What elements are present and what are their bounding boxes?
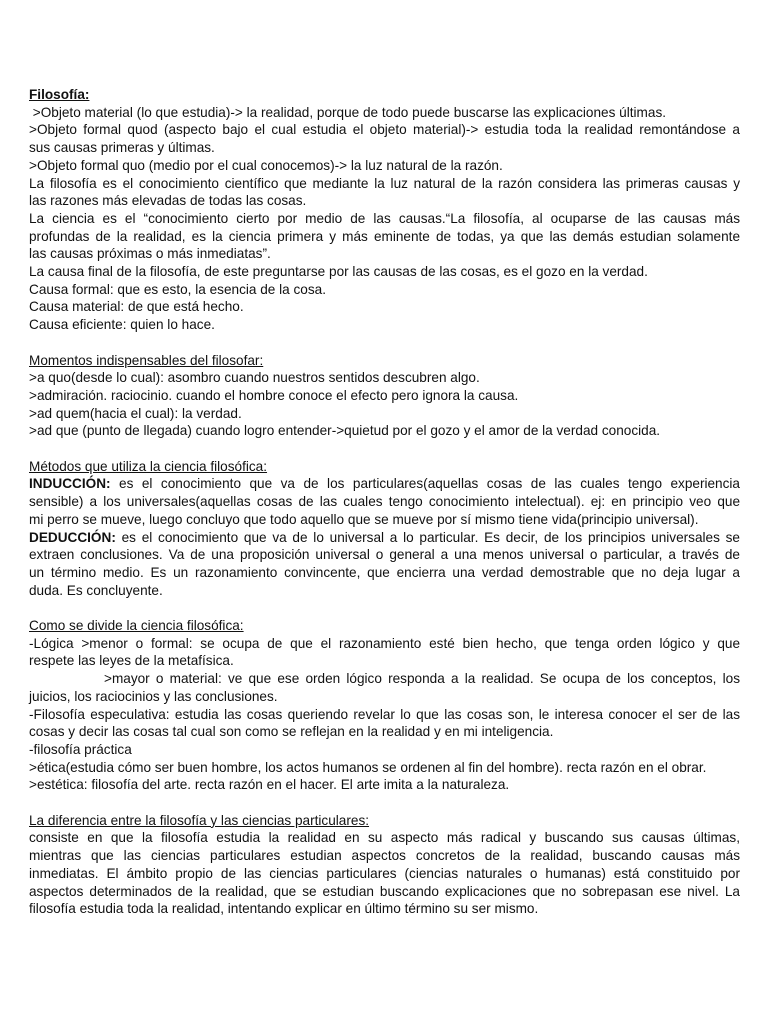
- text-line: aspectos determinados de la realidad, que se estudian buscando explicaciones que no sobrepasan ese nivel. La: [29, 883, 740, 899]
- text-line: cosas y decir las cosas tal cual son como se reflejan en la realidad y en mi inteligencia.: [29, 724, 554, 740]
- text-line: sus causas primeras y últimas.: [29, 140, 215, 156]
- text-line: extraen conclusiones. Va de una proposición universal o general a una menos universal o particular, a través de: [29, 547, 740, 563]
- section-title: Momentos indispensables del filosofar:: [29, 352, 264, 368]
- section-title: Métodos que utiliza la ciencia filosófica:: [29, 458, 268, 474]
- text-line: >ética(estudia cómo ser buen hombre, los actos humanos se ordenen al fin del hombre). recta razón en el obrar.: [29, 759, 707, 775]
- text-line: -filosofía práctica: [29, 741, 132, 757]
- text-line: sensible) a los universales(aquellas cosas de las cuales tengo conocimiento intelectual). ej: en principio veo que: [29, 494, 740, 510]
- text-line: [29, 475, 740, 493]
- paragraph-gap: [29, 599, 740, 617]
- text-line: mientras que las ciencias particulares estudian aspectos concretos de la realidad, buscando causas más: [29, 848, 740, 864]
- paragraph-gap: [29, 334, 740, 352]
- section-title: Como se divide la ciencia filosófica:: [29, 618, 244, 634]
- text-line: >mayor o material: ve que ese orden lógico responda a la realidad. Se ocupa de los conceptos, los: [104, 671, 740, 687]
- text-line: -Lógica >menor o formal: se ocupa de que el razonamiento esté bien hecho, que tenga orden lógico y que: [29, 635, 740, 651]
- text-line: filosofía estudia toda la realidad, intentando explicar en último término su ser mismo.: [29, 901, 539, 917]
- paragraph-gap: [29, 440, 740, 458]
- section-division: [29, 617, 740, 794]
- text-line: >ad que (punto de llegada) cuando logro entender->quietud por el gozo y el amor de la verdad conocida.: [29, 423, 661, 439]
- text-line: -Filosofía especulativa: estudia las cosas queriendo revelar lo que las cosas son, le interesa conocer el ser de las: [29, 706, 740, 722]
- text-line: Causa eficiente: quien lo hace.: [29, 317, 215, 333]
- text-line: >admiración. raciocinio. cuando el hombre conoce el efecto pero ignora la causa.: [29, 387, 519, 403]
- text-line: >Objeto material (lo que estudia)-> la realidad, porque de todo puede buscarse las explicaciones últimas.: [29, 104, 667, 120]
- text-line: las causas próximas o más inmediatas”.: [29, 246, 271, 262]
- text-line: juicios, los raciocinios y las conclusiones.: [29, 688, 278, 704]
- section-metodos: [29, 458, 740, 600]
- section-momentos: [29, 352, 740, 441]
- text-line: respete las leyes de la metafísica.: [29, 653, 234, 669]
- text-line: un término medio. Es un razonamiento convincente, que encierra una verdad demostrable que no deja lugar a: [29, 564, 740, 580]
- section-title: La diferencia entre la filosofía y las ciencias particulares:: [29, 812, 370, 828]
- text-line: >a quo(desde lo cual): asombro cuando nuestros sentidos descubren algo.: [29, 370, 480, 386]
- text-line: >Objeto formal quo (medio por el cual conocemos)-> la luz natural de la razón.: [29, 157, 503, 173]
- text-line: las razones más elevadas de todas las cosas.: [29, 193, 307, 209]
- induccion-text: es el conocimiento que va de los particulares(aquellas cosas de las cuales tengo experiencia: [110, 476, 740, 492]
- text-line: consiste en que la filosofía estudia la realidad en su aspecto más radical y buscando sus causas últimas,: [29, 830, 740, 846]
- text-line: La filosofía es el conocimiento científico que mediante la luz natural de la razón considera las primeras causas y: [29, 175, 740, 191]
- deduccion-term: DEDUCCIÓN:: [29, 529, 116, 545]
- text-line: inmediatas. El ámbito propio de las ciencias particulares (ciencias naturales o humanas) está constituido por: [29, 865, 740, 881]
- induccion-term: INDUCCIÓN:: [29, 476, 111, 492]
- text-line: >ad quem(hacia el cual): la verdad.: [29, 405, 242, 421]
- text-line: profundas de la realidad, es la ciencia primera y más eminente de todas, ya que las demás estudian solamente: [29, 228, 740, 244]
- text-line: >Objeto formal quod (aspecto bajo el cual estudia el objeto material)-> estudia toda la realidad remontándose a: [29, 122, 740, 138]
- text-line: La ciencia es el “conocimiento cierto por medio de las causas.“La filosofía, al ocuparse de las causas más: [29, 210, 740, 226]
- text-line: mi perro se mueve, luego concluyo que todo aquello que se mueve por sí mismo tiene vida(principio universal).: [29, 511, 699, 527]
- section-diferencia: [29, 812, 740, 918]
- text-line: Causa formal: que es esto, la esencia de la cosa.: [29, 281, 326, 297]
- text-line: Causa material: de que está hecho.: [29, 299, 244, 315]
- section-title: Filosofía:: [29, 87, 90, 102]
- text-line: [29, 529, 740, 547]
- deduccion-text: es el conocimiento que va de lo universal a lo particular. Es decir, de los principios universales se: [115, 529, 740, 545]
- text-line: duda. Es concluyente.: [29, 582, 163, 598]
- section-filosofia: [29, 86, 740, 334]
- paragraph-gap: [29, 794, 740, 812]
- text-line: La causa final de la filosofía, de este preguntarse por las causas de las cosas, es el gozo en la verdad.: [29, 264, 648, 280]
- text-line: >estética: filosofía del arte. recta razón en el hacer. El arte imita a la naturaleza.: [29, 777, 510, 793]
